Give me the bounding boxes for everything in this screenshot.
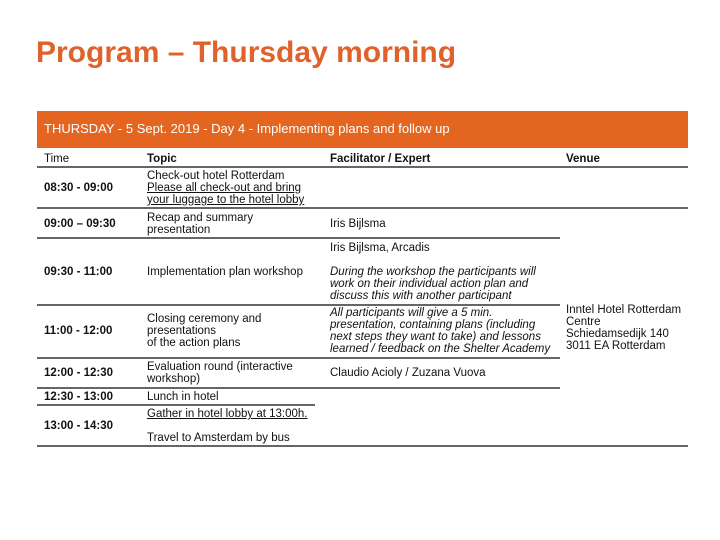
topic-line: Check-out hotel Rotterdam [147, 170, 285, 182]
divider [37, 304, 560, 306]
header-topic: Topic [147, 153, 177, 165]
row-facilitator: Iris Bijlsma, Arcadis [330, 242, 430, 254]
row-topic [147, 313, 261, 349]
row-time: 11:00 - 12:00 [44, 325, 113, 337]
divider [37, 445, 688, 447]
row-topic [147, 361, 293, 385]
topic-line: your luggage to the hotel lobby [147, 194, 305, 206]
row-topic: Implementation plan workshop [147, 266, 303, 278]
venue-line: Schiedamsedijk 140 [566, 328, 669, 340]
topic-line [147, 182, 304, 194]
page-title: Program – Thursday morning [36, 36, 457, 69]
row-facilitator: Iris Bijlsma [330, 218, 386, 230]
header-venue: Venue [566, 153, 600, 165]
divider [37, 237, 560, 239]
row-topic [147, 170, 304, 206]
topic-line: Evaluation round (interactive [147, 361, 293, 373]
topic-text: Please all check-out and bring [147, 182, 302, 194]
topic-line: presentations [147, 325, 217, 337]
row-time: 08:30 - 09:00 [44, 182, 114, 194]
row-topic: Gather in hotel lobby at 13:00h. [147, 408, 308, 420]
facilitator-line: presentation, containing plans (including [330, 319, 536, 331]
facilitator-line: work on their individual action plan and [330, 278, 529, 290]
facilitator-line: During the workshop the participants will [330, 266, 536, 278]
row-topic: Travel to Amsterdam by bus [147, 432, 290, 444]
facilitator-line: next steps they want to take) and lessons [330, 331, 541, 343]
venue-line: Inntel Hotel Rotterdam [566, 304, 682, 316]
divider [37, 357, 560, 359]
venue-line: 3011 EA Rotterdam [566, 340, 666, 352]
divider [37, 166, 688, 168]
row-time: 12:00 - 12:30 [44, 367, 114, 379]
topic-line: presentation [147, 224, 211, 236]
divider [37, 207, 688, 209]
venue-address [566, 304, 681, 352]
row-time: 13:00 - 14:30 [44, 420, 114, 432]
row-facilitator [330, 307, 550, 355]
row-time: 09:30 - 11:00 [44, 266, 113, 278]
day-banner [37, 111, 688, 148]
divider [37, 387, 560, 389]
facilitator-line: discuss this with another participant [330, 290, 512, 302]
row-topic: Lunch in hotel [147, 391, 219, 403]
facilitator-line: All participants will give a 5 min. [330, 307, 493, 319]
header-time: Time [44, 153, 70, 165]
topic-line: workshop) [147, 373, 201, 385]
topic-line: of the action plans [147, 337, 241, 349]
row-time: 12:30 - 13:00 [44, 391, 114, 403]
row-facilitator: Claudio Acioly / Zuzana Vuova [330, 367, 486, 379]
header-facilitator: Facilitator / Expert [330, 153, 431, 165]
facilitator-line: learned / feedback on the Shelter Academy [330, 343, 551, 355]
topic-line: Recap and summary [147, 212, 254, 224]
row-time: 09:00 – 09:30 [44, 218, 116, 230]
venue-line: Centre [566, 316, 601, 328]
divider [37, 404, 315, 406]
banner-text: THURSDAY - 5 Sept. 2019 - Day 4 - Implementing plans and follow up [44, 121, 450, 136]
topic-line: Closing ceremony and [147, 313, 262, 325]
row-facilitator [330, 266, 536, 302]
row-topic [147, 212, 253, 236]
